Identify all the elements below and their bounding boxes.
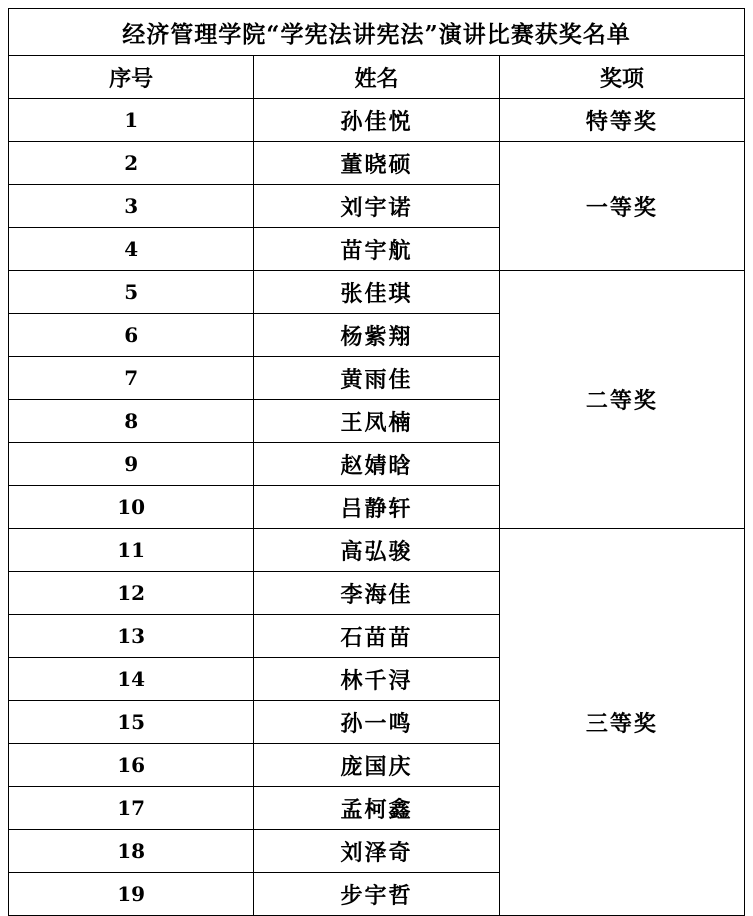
row-index: 3 <box>9 185 254 228</box>
row-name: 张佳琪 <box>254 271 499 314</box>
row-index: 7 <box>9 357 254 400</box>
row-index: 17 <box>9 787 254 830</box>
table-title-row <box>9 9 745 56</box>
row-name: 刘泽奇 <box>254 830 499 873</box>
row-name: 吕静轩 <box>254 486 499 529</box>
column-header-index: 序号 <box>9 56 254 99</box>
row-index: 5 <box>9 271 254 314</box>
row-index: 15 <box>9 701 254 744</box>
row-name: 李海佳 <box>254 572 499 615</box>
row-index: 18 <box>9 830 254 873</box>
row-index: 1 <box>9 99 254 142</box>
award-group-label: 特等奖 <box>499 99 744 142</box>
row-name: 赵婧晗 <box>254 443 499 486</box>
row-name: 孙佳悦 <box>254 99 499 142</box>
award-group-label: 三等奖 <box>499 529 744 916</box>
table-header-row <box>9 56 745 99</box>
row-name: 孟柯鑫 <box>254 787 499 830</box>
row-index: 9 <box>9 443 254 486</box>
row-name: 刘宇诺 <box>254 185 499 228</box>
row-name: 林千浔 <box>254 658 499 701</box>
row-name: 石苗苗 <box>254 615 499 658</box>
row-index: 16 <box>9 744 254 787</box>
row-index: 13 <box>9 615 254 658</box>
award-group-label: 二等奖 <box>499 271 744 529</box>
row-index: 11 <box>9 529 254 572</box>
row-index: 14 <box>9 658 254 701</box>
row-index: 8 <box>9 400 254 443</box>
row-name: 苗宇航 <box>254 228 499 271</box>
column-header-name: 姓名 <box>254 56 499 99</box>
row-name: 步宇哲 <box>254 873 499 916</box>
row-index: 2 <box>9 142 254 185</box>
award-list-table <box>8 8 745 916</box>
row-index: 10 <box>9 486 254 529</box>
row-name: 孙一鸣 <box>254 701 499 744</box>
row-name: 杨紫翔 <box>254 314 499 357</box>
table-row <box>9 271 745 314</box>
row-name: 黄雨佳 <box>254 357 499 400</box>
row-name: 高弘骏 <box>254 529 499 572</box>
row-index: 12 <box>9 572 254 615</box>
column-header-award: 奖项 <box>499 56 744 99</box>
row-name: 王凤楠 <box>254 400 499 443</box>
row-name: 庞国庆 <box>254 744 499 787</box>
row-index: 4 <box>9 228 254 271</box>
row-index: 19 <box>9 873 254 916</box>
award-group-label: 一等奖 <box>499 142 744 271</box>
row-name: 董晓硕 <box>254 142 499 185</box>
table-row <box>9 529 745 572</box>
table-row <box>9 142 745 185</box>
row-index: 6 <box>9 314 254 357</box>
table-row <box>9 99 745 142</box>
page-title: 经济管理学院“学宪法讲宪法”演讲比赛获奖名单 <box>9 9 745 56</box>
